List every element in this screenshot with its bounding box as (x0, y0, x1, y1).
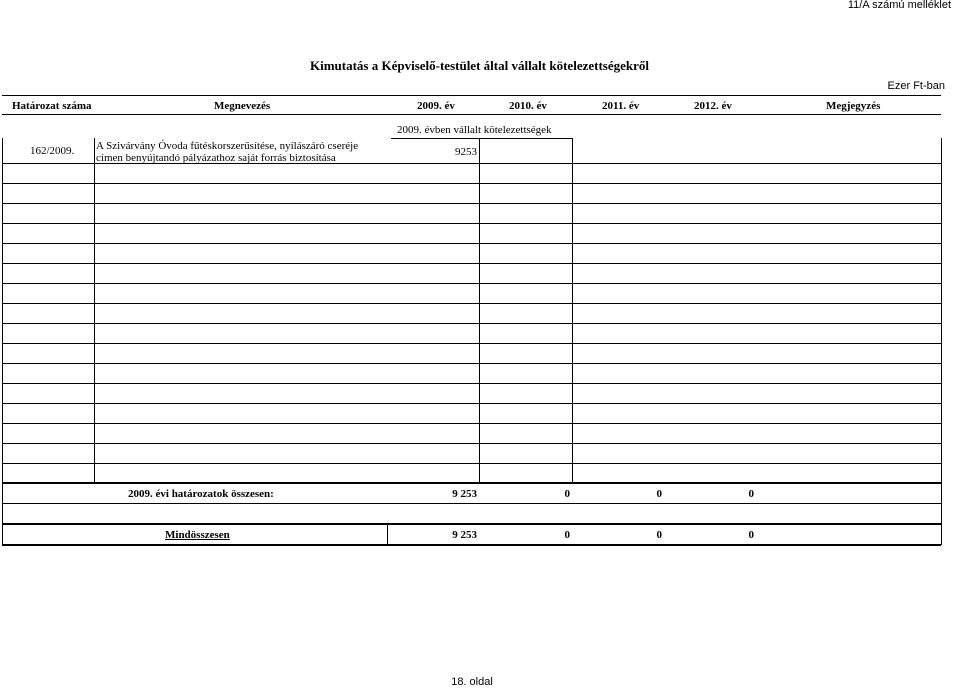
grid-h (2, 223, 941, 224)
unit-note: Ezer Ft-ban (887, 80, 945, 92)
grid-v-1 (94, 138, 95, 483)
grandtotal-rule-top (2, 523, 941, 525)
grandtotal-label: Mindösszesen (165, 529, 230, 541)
col-header-note: Megjegyzés (826, 100, 881, 112)
page-number: 18. oldal (451, 676, 493, 688)
subtotal-2012: 0 (748, 488, 754, 500)
grid-v-3 (572, 138, 573, 483)
subtotal-v-right (941, 482, 942, 503)
header-rule-bottom (2, 114, 941, 115)
col-header-2011: 2011. év (602, 100, 640, 112)
grid-h (2, 383, 941, 384)
grid-h (2, 463, 941, 464)
grid-h (2, 263, 941, 264)
grandtotal-v-left (2, 523, 3, 545)
col-header-2009: 2009. év (417, 100, 455, 112)
col-header-resolution: Határozat száma (12, 100, 92, 112)
page-title: Kimutatás a Képviselő-testület által vállalt kötelezettségekről (309, 58, 649, 73)
grandtotal-v-right (941, 523, 942, 545)
row-value-2009: 9253 (455, 146, 477, 158)
grandtotal-2011: 0 (656, 529, 662, 541)
spacer-v-left (2, 503, 3, 523)
grid-h (2, 343, 941, 344)
grid-h (2, 303, 941, 304)
grid-v-left (2, 138, 3, 483)
section-rule (391, 138, 572, 139)
subtotal-rule-top (2, 482, 941, 484)
grid-h (2, 323, 941, 324)
annex-label: 11/A számú melléklet (847, 0, 951, 11)
grandtotal-rule-bottom (2, 544, 941, 546)
section-heading: 2009. évben vállalt kötelezettségek (397, 124, 552, 136)
grid-h (2, 363, 941, 364)
header-rule-top (2, 95, 941, 96)
row-resolution: 162/2009. (30, 145, 75, 157)
grid-h (2, 403, 941, 404)
subtotal-v-left (2, 482, 3, 503)
col-header-2012: 2012. év (694, 100, 732, 112)
grandtotal-2012: 0 (748, 529, 754, 541)
subtotal-rule-bottom (2, 503, 941, 504)
grid-h (2, 203, 941, 204)
subtotal-label: 2009. évi határozatok összesen: (128, 488, 274, 500)
grid-v-2 (479, 138, 480, 483)
spacer-v-right (941, 503, 942, 523)
grid-h (2, 243, 941, 244)
grid-h (2, 183, 941, 184)
subtotal-2010: 0 (564, 488, 570, 500)
col-header-description: Megnevezés (214, 100, 271, 112)
grid-h (2, 443, 941, 444)
grid-h (2, 283, 941, 284)
grandtotal-v-mid (387, 523, 388, 545)
subtotal-2009: 9 253 (452, 488, 477, 500)
grid-h (2, 423, 941, 424)
row-description: A Szivárvány Óvoda fűtéskorszerűsítése, nyílászáró cseréje címen benyújtandó pályázathoz saját forrás biztosítása (96, 140, 359, 164)
grandtotal-2010: 0 (564, 529, 570, 541)
subtotal-2011: 0 (656, 488, 662, 500)
grid-v-right (941, 138, 942, 483)
col-header-2010: 2010. év (509, 100, 547, 112)
grandtotal-2009: 9 253 (452, 529, 477, 541)
